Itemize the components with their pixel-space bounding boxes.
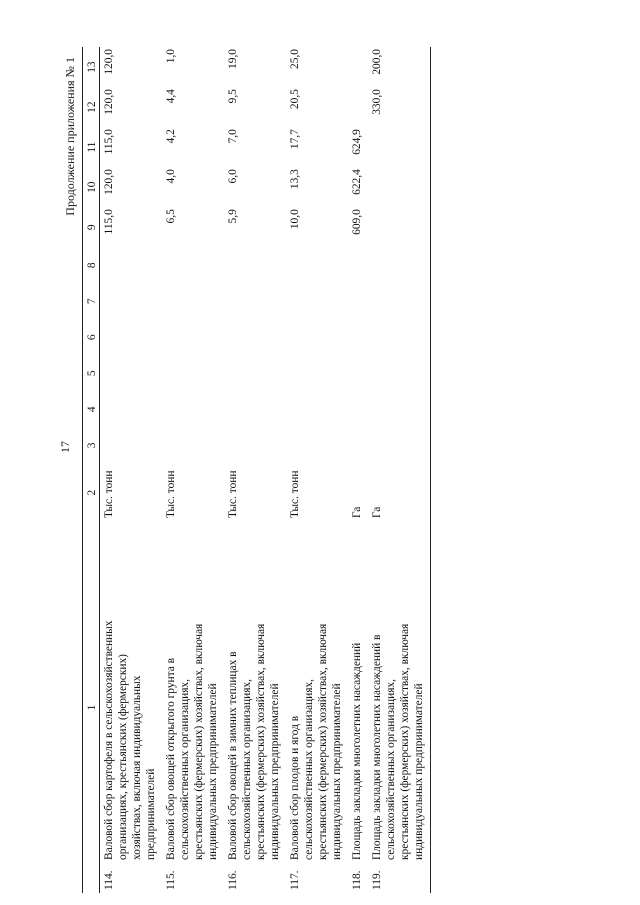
- continuation-label: Продолжение приложения № 1: [63, 57, 77, 216]
- col-header-4: 4: [86, 406, 98, 413]
- empty-cell-5: [286, 355, 348, 391]
- indicator-text: Площадь закладки многолетних насаждений в сельскохозяйственных организациях, крестьянских (фермерских) хозяйствах, включая индивидуальных предпринимателей: [371, 623, 425, 860]
- value-c9: 5,9: [227, 209, 239, 224]
- table-row: [348, 47, 368, 893]
- empty-cell-4: [162, 391, 224, 427]
- empty-cell-6: [286, 319, 348, 355]
- col-header-9: 9: [86, 224, 98, 231]
- empty-cell-3: [348, 427, 368, 463]
- empty-cell-3: [368, 427, 431, 463]
- col-header-8: 8: [86, 262, 98, 269]
- empty-cell-4: [368, 391, 431, 427]
- indicator-cell: [224, 522, 286, 893]
- empty-cell-5: [100, 355, 163, 391]
- col-header-3: 3: [86, 442, 98, 449]
- value-c12: 4,4: [165, 89, 177, 104]
- empty-cell-4: [224, 391, 286, 427]
- empty-cell-6: [224, 319, 286, 355]
- col-header-12: 12: [86, 101, 98, 113]
- value-c9: 609,0: [351, 209, 363, 235]
- value-c13: [348, 47, 368, 87]
- unit-cell: Тыс. тонн: [227, 470, 239, 519]
- indicator-text: Площадь закладки многолетних насаждений: [351, 642, 363, 860]
- value-c10: 4,0: [165, 169, 177, 184]
- indicator-text: Валовой сбор овощей в зимних теплицах в сельскохозяйственных организациях, крестьянских (фермерских) хозяйствах, включая индивидуальных предпринимателей: [227, 623, 281, 860]
- empty-cell-8: [286, 247, 348, 283]
- col-header-5: 5: [86, 370, 98, 377]
- indicator-cell: [286, 522, 348, 893]
- value-c11: 17,7: [289, 129, 301, 150]
- empty-cell-5: [162, 355, 224, 391]
- indicator-cell: [162, 522, 224, 893]
- empty-cell-4: [348, 391, 368, 427]
- unit-cell: Тыс. тонн: [103, 470, 115, 519]
- value-c10: 120,0: [103, 169, 115, 195]
- value-c12: 330,0: [371, 89, 383, 115]
- value-c13: 25,0: [289, 49, 301, 69]
- unit-cell: Га: [371, 506, 383, 519]
- empty-cell-7: [224, 283, 286, 319]
- value-c13: 200,0: [371, 49, 383, 75]
- value-c12: 9,5: [227, 89, 239, 104]
- value-c10: 13,3: [289, 169, 301, 190]
- value-c9: [368, 207, 431, 247]
- value-c13: 19,0: [227, 49, 239, 69]
- col-header-11: 11: [86, 141, 98, 153]
- empty-cell-6: [100, 319, 163, 355]
- col-header-2: 2: [86, 489, 98, 496]
- value-c10: 622,4: [351, 169, 363, 195]
- value-c13: 120,0: [103, 49, 115, 75]
- unit-cell: Га: [351, 506, 363, 519]
- value-c12: 20,5: [289, 89, 301, 110]
- value-c11: [368, 127, 431, 167]
- empty-cell-6: [348, 319, 368, 355]
- row-number: 115.: [165, 870, 177, 890]
- table-row: [224, 47, 286, 893]
- row-number: 114.: [103, 870, 115, 890]
- empty-cell-5: [224, 355, 286, 391]
- value-c9: 115,0: [103, 209, 115, 235]
- empty-cell-4: [286, 391, 348, 427]
- empty-cell-5: [368, 355, 431, 391]
- rotated-page: [63, 47, 608, 893]
- col-header-13: 13: [86, 61, 98, 73]
- row-number: 117.: [289, 870, 301, 890]
- value-c11: 624,9: [351, 129, 363, 155]
- value-c9: 10,0: [289, 209, 301, 230]
- empty-cell-6: [368, 319, 431, 355]
- col-header-7: 7: [86, 298, 98, 305]
- indicator-cell: [100, 522, 163, 893]
- table-row: [100, 47, 163, 893]
- value-c12: [348, 87, 368, 127]
- empty-cell-3: [286, 427, 348, 463]
- empty-cell-5: [348, 355, 368, 391]
- unit-cell: Тыс. тонн: [165, 470, 177, 519]
- indicator-cell: [348, 522, 368, 893]
- value-c11: 7,0: [227, 129, 239, 144]
- empty-cell-7: [286, 283, 348, 319]
- empty-cell-8: [100, 247, 163, 283]
- row-number: 118.: [351, 870, 363, 890]
- indicator-cell: [368, 522, 431, 893]
- page-number: 17: [58, 441, 72, 453]
- empty-cell-4: [100, 391, 163, 427]
- value-c10: [368, 167, 431, 207]
- row-number: 116.: [227, 870, 239, 890]
- empty-cell-6: [162, 319, 224, 355]
- col-header-6: 6: [86, 334, 98, 341]
- value-c12: 120,0: [103, 89, 115, 115]
- indicator-text: Валовой сбор овощей открытого грунта в сельскохозяйственных организациях, крестьянских (фермерских) хозяйствах, включая индивидуальных предпринимателей: [165, 623, 219, 860]
- col-header-1: 1: [86, 704, 98, 711]
- indicator-text: Валовой сбор плодов и ягод в сельскохозяйственных организациях, крестьянских (фермерских) хозяйствах, включая индивидуальных предпринимателей: [289, 623, 343, 860]
- col-header-10: 10: [86, 181, 98, 193]
- table-row: [162, 47, 224, 893]
- row-number: 119.: [371, 870, 383, 890]
- unit-cell: Тыс. тонн: [289, 470, 301, 519]
- table-row: [368, 47, 431, 893]
- value-c9: 6,5: [165, 209, 177, 224]
- empty-cell-7: [348, 283, 368, 319]
- value-c11: 4,2: [165, 129, 177, 144]
- header-row: [83, 47, 100, 893]
- empty-cell-8: [368, 247, 431, 283]
- indicators-table: [82, 47, 431, 893]
- indicator-text: Валовой сбор картофеля в сельскохозяйственных организациях, крестьянских (фермерских) хозяйствах, включая индивидуальных предпринимателей: [103, 620, 157, 860]
- empty-cell-7: [100, 283, 163, 319]
- table-body: [100, 47, 431, 893]
- empty-cell-8: [224, 247, 286, 283]
- empty-cell-8: [162, 247, 224, 283]
- empty-cell-3: [100, 427, 163, 463]
- empty-cell-3: [224, 427, 286, 463]
- empty-cell-7: [162, 283, 224, 319]
- value-c13: 1,0: [165, 49, 177, 64]
- empty-cell-8: [348, 247, 368, 283]
- value-c11: 115,0: [103, 129, 115, 155]
- value-c10: 6,0: [227, 169, 239, 184]
- empty-cell-7: [368, 283, 431, 319]
- table-row: [286, 47, 348, 893]
- empty-cell-3: [162, 427, 224, 463]
